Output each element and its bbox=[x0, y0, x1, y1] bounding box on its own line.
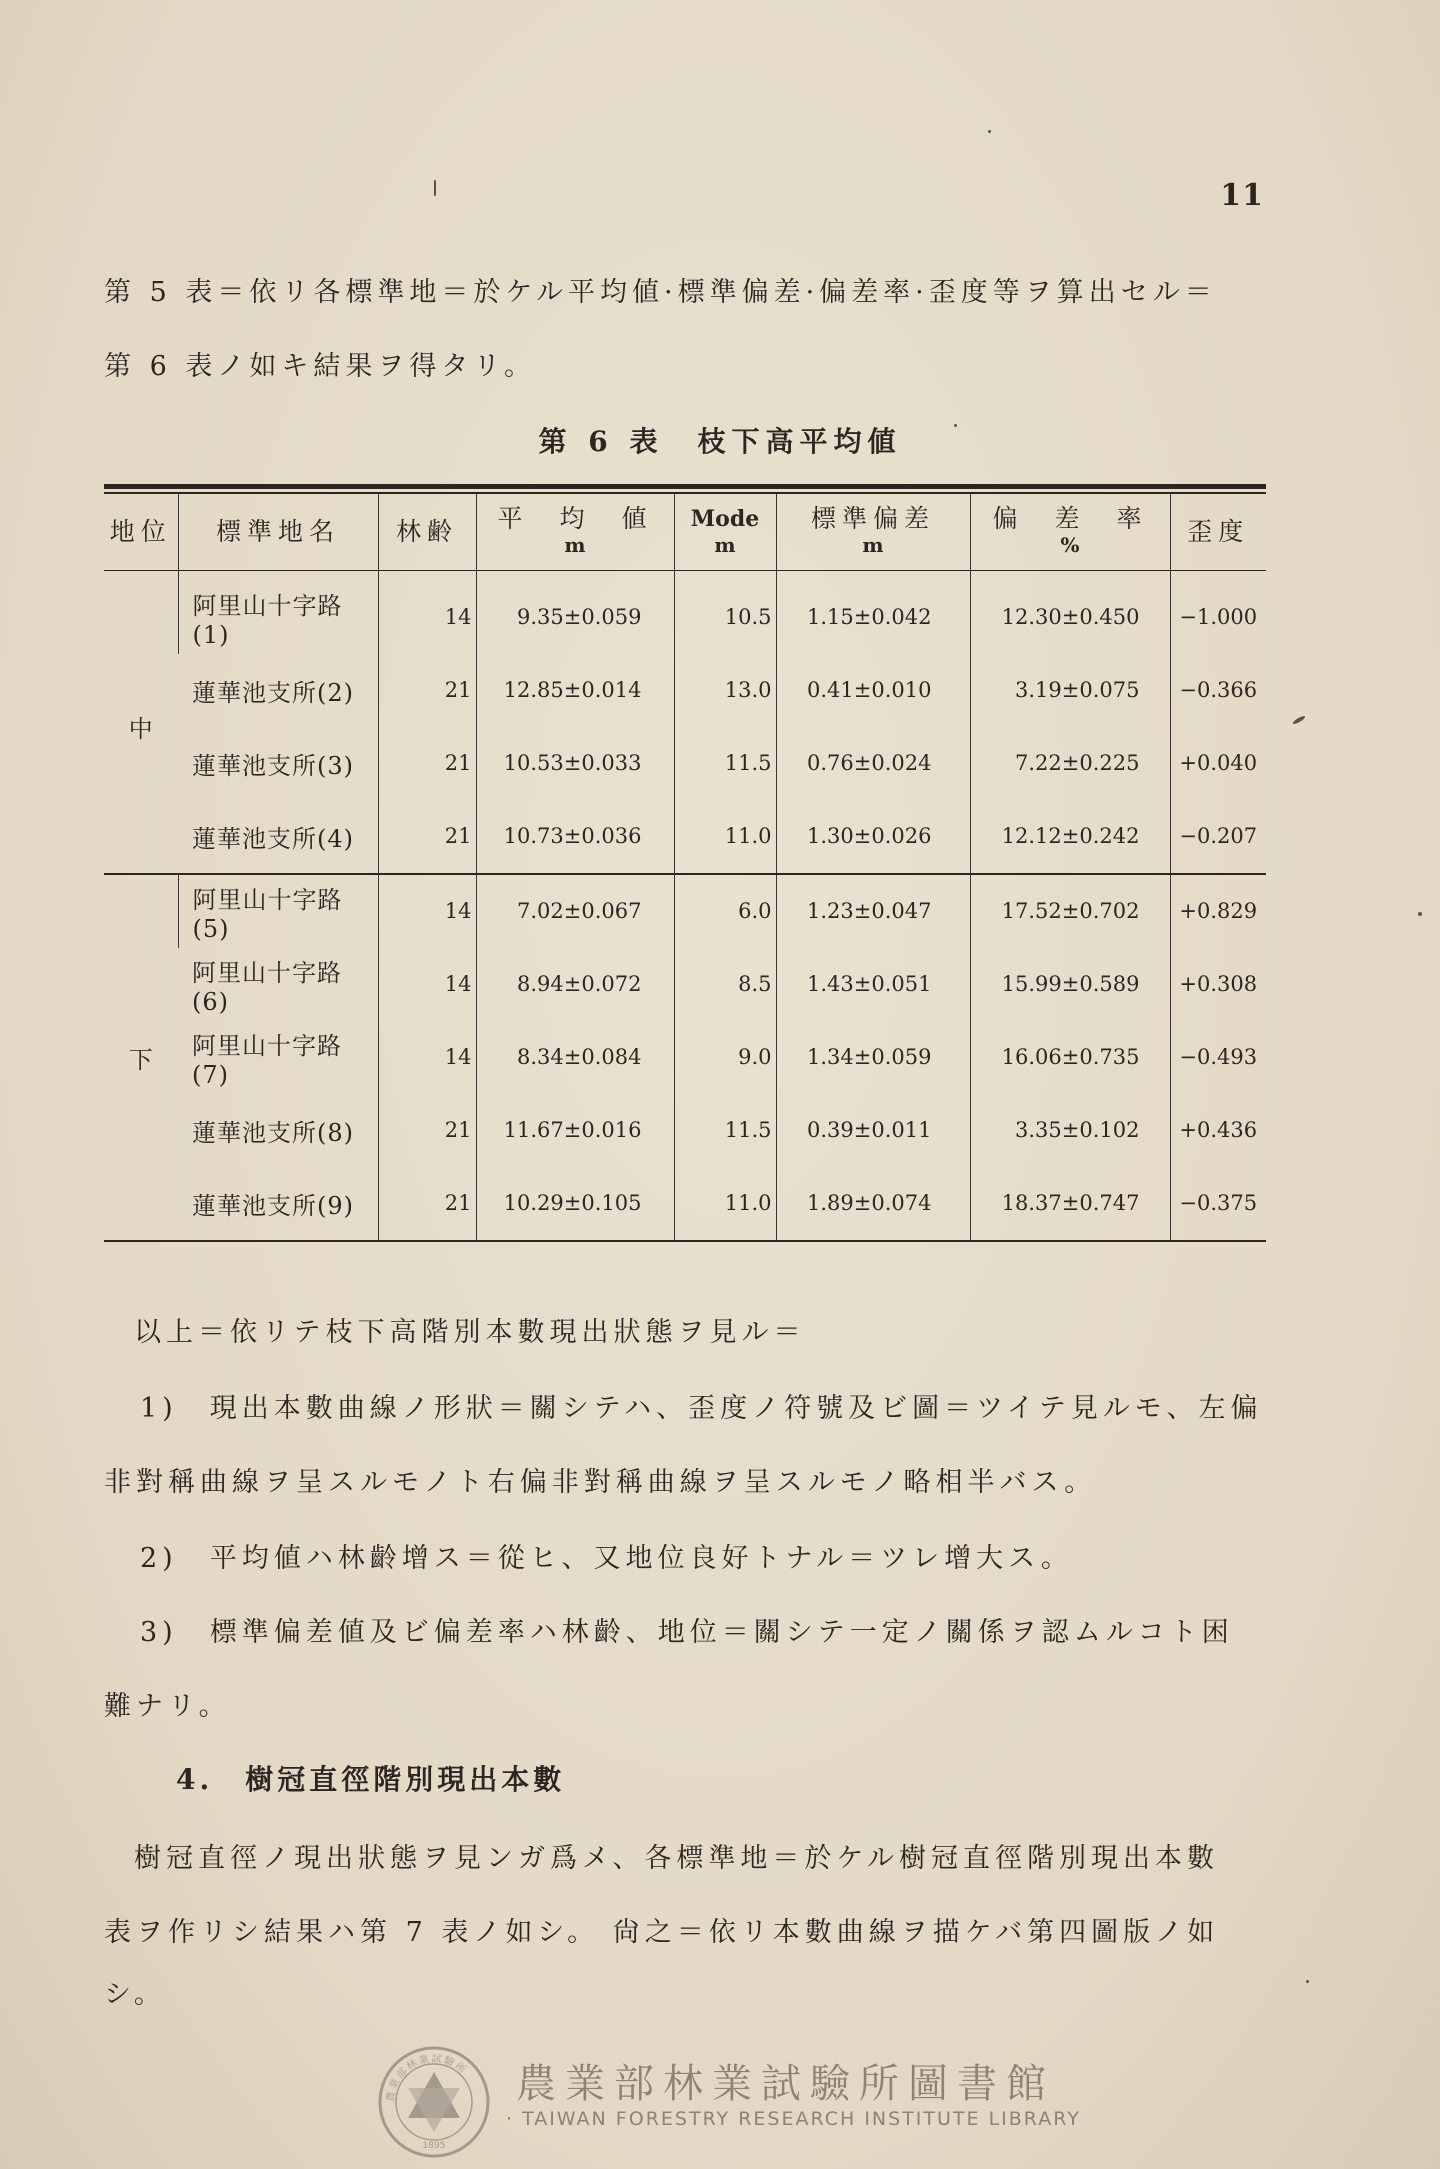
paper-speck bbox=[954, 424, 957, 427]
age-cell: 21 bbox=[378, 727, 476, 800]
header-cv-unit: % bbox=[1060, 532, 1080, 557]
svg-text:農業部林業試驗所: 農業部林業試驗所 bbox=[385, 2053, 469, 2103]
cv-cell: 17.52±0.702 bbox=[970, 874, 1170, 948]
header-mode: Mode m bbox=[674, 494, 776, 571]
sd-cell: 0.41±0.010 bbox=[776, 654, 970, 727]
table-bottom-rule bbox=[104, 1240, 1266, 1242]
table-row bbox=[104, 948, 1266, 1021]
skew-cell: +0.829 bbox=[1170, 874, 1266, 948]
paper-speck bbox=[434, 180, 436, 196]
paper-speck bbox=[1306, 1980, 1309, 1983]
skew-cell: −0.375 bbox=[1170, 1167, 1266, 1240]
stand-name-cell: 阿里山十字路(6) bbox=[192, 958, 342, 1016]
stand-name-cell: 蓮華池支所(4) bbox=[192, 824, 354, 853]
table-header-row bbox=[104, 494, 1266, 571]
age-cell: 21 bbox=[378, 800, 476, 874]
table-row bbox=[104, 581, 1266, 654]
item-1-line-2: 非對稱曲線ヲ呈スルモノト右偏非對稱曲線ヲ呈スルモノ略相半バス。 bbox=[104, 1467, 1097, 1498]
intro-line-1: 第 5 表＝依リ各標準地＝於ケル平均値·標準偏差·偏差率·歪度等ヲ算出セル＝ bbox=[104, 277, 1217, 308]
mean-cell: 10.53±0.033 bbox=[476, 727, 674, 800]
cv-cell: 18.37±0.747 bbox=[970, 1167, 1170, 1240]
library-seal-icon bbox=[376, 2044, 492, 2160]
mean-cell: 10.29±0.105 bbox=[476, 1167, 674, 1240]
item-1-line-1: 1) 現出本數曲線ノ形狀＝關シテハ、歪度ノ符號及ビ圖＝ツイテ見ルモ、左偏 bbox=[140, 1393, 1263, 1424]
mode-cell: 13.0 bbox=[674, 654, 776, 727]
library-name-english: · TAIWAN FORESTRY RESEARCH INSTITUTE LIBRARY bbox=[506, 2108, 1081, 2130]
table-row bbox=[104, 1094, 1266, 1167]
mean-cell: 8.34±0.084 bbox=[476, 1021, 674, 1094]
stand-name-cell: 蓮華池支所(8) bbox=[192, 1118, 354, 1147]
mean-cell: 7.02±0.067 bbox=[476, 874, 674, 948]
age-cell: 14 bbox=[378, 948, 476, 1021]
cv-cell: 3.19±0.075 bbox=[970, 654, 1170, 727]
page-number: 11 bbox=[1220, 178, 1264, 213]
section-line-2: 表ヲ作リシ結果ハ第 7 表ノ如シ。 尙之＝依リ本數曲線ヲ描ケバ第四圖版ノ如 bbox=[104, 1917, 1220, 1948]
stand-name-cell: 蓮華池支所(3) bbox=[192, 751, 354, 780]
header-sd: 標準偏差 m bbox=[776, 494, 970, 571]
sd-cell: 1.89±0.074 bbox=[776, 1167, 970, 1240]
mode-cell: 11.0 bbox=[674, 1167, 776, 1240]
table-row bbox=[104, 654, 1266, 727]
cv-cell: 16.06±0.735 bbox=[970, 1021, 1170, 1094]
mode-cell: 11.5 bbox=[674, 727, 776, 800]
library-name-chinese: 農業部林業試驗所圖書館 bbox=[516, 2061, 1055, 2107]
cv-cell: 3.35±0.102 bbox=[970, 1094, 1170, 1167]
stand-name-cell: 阿里山十字路(1) bbox=[178, 581, 378, 654]
mode-cell: 9.0 bbox=[674, 1021, 776, 1094]
age-cell: 21 bbox=[378, 654, 476, 727]
item-3-line-1: 3) 標準偏差値及ビ偏差率ハ林齡、地位＝關シテ一定ノ關係ヲ認ムルコト困 bbox=[140, 1617, 1234, 1648]
age-cell: 14 bbox=[378, 581, 476, 654]
skew-cell: −0.366 bbox=[1170, 654, 1266, 727]
table-row bbox=[104, 727, 1266, 800]
mode-cell: 8.5 bbox=[674, 948, 776, 1021]
table-title: 第 6 表 枝下高平均値 bbox=[538, 425, 902, 458]
mode-cell: 6.0 bbox=[674, 874, 776, 948]
cv-cell: 12.30±0.450 bbox=[970, 581, 1170, 654]
header-mode-unit: m bbox=[714, 532, 736, 557]
header-skew: 歪度 bbox=[1170, 494, 1266, 571]
skew-cell: +0.040 bbox=[1170, 727, 1266, 800]
mode-cell: 11.5 bbox=[674, 1094, 776, 1167]
site-cell-lower: 下 bbox=[104, 874, 178, 1240]
item-2-line: 2) 平均値ハ林齡增ス＝從ヒ、又地位良好トナル＝ツレ增大ス。 bbox=[140, 1543, 1073, 1574]
section-line-1: 樹冠直徑ノ現出狀態ヲ見ンガ爲メ、各標準地＝於ケル樹冠直徑階別現出本數 bbox=[134, 1843, 1220, 1874]
skew-cell: +0.308 bbox=[1170, 948, 1266, 1021]
intro-line-2: 第 6 表ノ如キ結果ヲ得タリ。 bbox=[104, 351, 536, 382]
cv-cell: 15.99±0.589 bbox=[970, 948, 1170, 1021]
stand-name-cell: 阿里山十字路(7) bbox=[192, 1031, 342, 1089]
data-table bbox=[104, 484, 1266, 1242]
stand-name-cell: 蓮華池支所(2) bbox=[192, 678, 354, 707]
sd-cell: 0.39±0.011 bbox=[776, 1094, 970, 1167]
skew-cell: −0.207 bbox=[1170, 800, 1266, 874]
skew-cell: +0.436 bbox=[1170, 1094, 1266, 1167]
header-site: 地位 bbox=[104, 494, 178, 571]
age-cell: 21 bbox=[378, 1094, 476, 1167]
mean-cell: 8.94±0.072 bbox=[476, 948, 674, 1021]
item-3-line-2: 難ナリ。 bbox=[104, 1691, 231, 1722]
mean-cell: 9.35±0.059 bbox=[476, 581, 674, 654]
table-row bbox=[104, 1021, 1266, 1094]
cv-cell: 12.12±0.242 bbox=[970, 800, 1170, 874]
mean-cell: 10.73±0.036 bbox=[476, 800, 674, 874]
paper-speck bbox=[1292, 715, 1306, 725]
section-line-3: シ。 bbox=[104, 1979, 166, 2010]
header-mean-unit: m bbox=[564, 532, 586, 557]
age-cell: 14 bbox=[378, 1021, 476, 1094]
mean-cell: 12.85±0.014 bbox=[476, 654, 674, 727]
mode-cell: 10.5 bbox=[674, 581, 776, 654]
summary-line: 以上＝依リテ枝下高階別本數現出狀態ヲ見ル＝ bbox=[134, 1317, 806, 1348]
mean-cell: 11.67±0.016 bbox=[476, 1094, 674, 1167]
skew-cell: −1.000 bbox=[1170, 581, 1266, 654]
sd-cell: 1.30±0.026 bbox=[776, 800, 970, 874]
paper-speck bbox=[988, 130, 991, 133]
table-row bbox=[104, 800, 1266, 874]
spacer-row bbox=[104, 570, 1266, 581]
site-cell-middle: 中 bbox=[128, 715, 153, 743]
stand-name-cell: 蓮華池支所(9) bbox=[192, 1191, 354, 1220]
paper-speck bbox=[1418, 912, 1422, 916]
mode-cell: 11.0 bbox=[674, 800, 776, 874]
age-cell: 14 bbox=[378, 874, 476, 948]
sd-cell: 1.23±0.047 bbox=[776, 874, 970, 948]
section-heading: 4. 樹冠直徑階別現出本數 bbox=[176, 1763, 566, 1796]
stand-name-cell: 阿里山十字路(5) bbox=[178, 874, 378, 948]
age-cell: 21 bbox=[378, 1167, 476, 1240]
header-mean: 平 均 値 m bbox=[476, 494, 674, 571]
sd-cell: 1.15±0.042 bbox=[776, 581, 970, 654]
svg-text:1895: 1895 bbox=[422, 2141, 446, 2151]
sd-cell: 1.43±0.051 bbox=[776, 948, 970, 1021]
table-row bbox=[104, 874, 1266, 948]
header-name: 標準地名 bbox=[178, 494, 378, 571]
header-age: 林齢 bbox=[378, 494, 476, 571]
sd-cell: 0.76±0.024 bbox=[776, 727, 970, 800]
table-top-rule-thick bbox=[104, 484, 1266, 489]
table-row bbox=[104, 1167, 1266, 1240]
skew-cell: −0.493 bbox=[1170, 1021, 1266, 1094]
header-cv: 偏 差 率 % bbox=[970, 494, 1170, 571]
cv-cell: 7.22±0.225 bbox=[970, 727, 1170, 800]
sd-cell: 1.34±0.059 bbox=[776, 1021, 970, 1094]
header-sd-unit: m bbox=[862, 532, 884, 557]
